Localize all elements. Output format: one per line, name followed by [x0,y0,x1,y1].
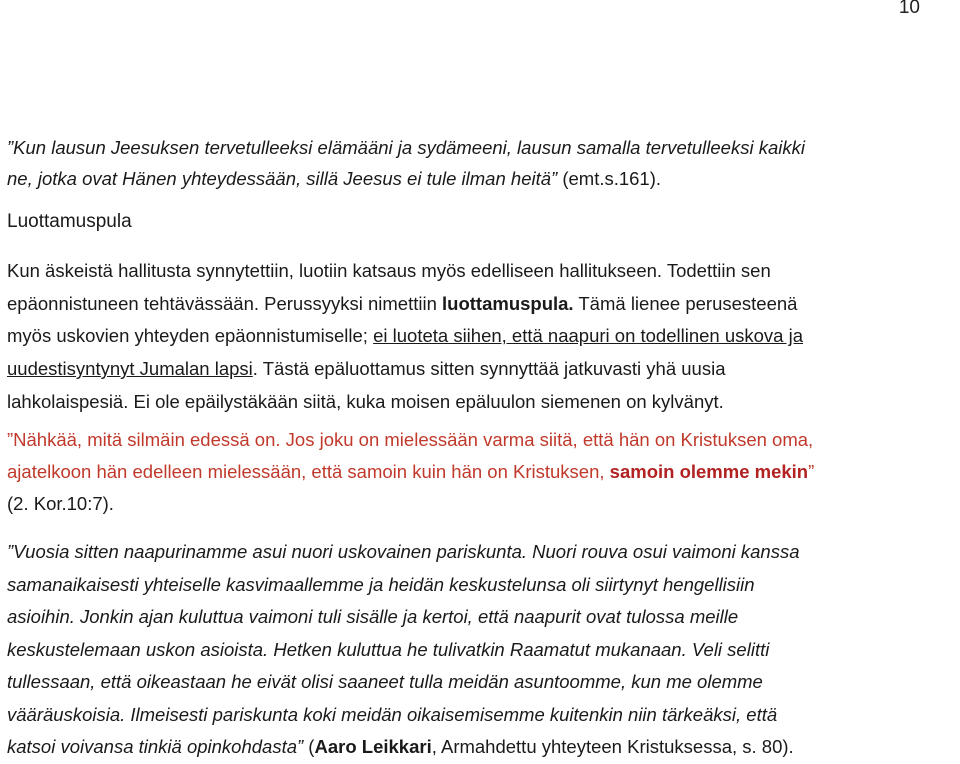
para2-line2-start: ajatelkoon hän edelleen mielessään, että samoin kuin hän on Kristuksen, [7,461,610,482]
section-heading: Luottamuspula [7,211,132,232]
quote2-line5: tullessaan, että oikeastaan he eivät olisi saaneet tulla meidän asuntoomme, kun me olemme [7,671,763,692]
scripture-paragraph [7,424,814,520]
quote2-line7-italic: katsoi voivansa tinkiä opinkohdasta” [7,736,304,757]
para2-line1-end: Jos joku on mielessään varma siitä, että hän on Kristuksen oma, [280,429,814,450]
para1-line2 [7,288,803,321]
para1-underlined-2: uudestisyntynyt Jumalan lapsi [7,358,253,380]
quote2-line1: ”Vuosia sitten naapurinamme asui nuori uskovainen pariskunta. Nuori rouva osui vaimoni kanssa [7,541,800,562]
para1-line5: lahkolaispesiä. Ei ole epäilystäkään siitä, kuka moisen epäluulon siemenen on kylvänyt. [7,390,724,412]
para1-line2-start: epäonnistuneen tehtävässään. Perussyyksi nimettiin [7,292,443,314]
para1-underlined-1: ei luoteta siihen, että naapuri on todellinen uskova ja [373,325,804,347]
quote1-line2-italic: ne, jotka ovat Hänen yhteydessään, sillä Jeesus ei tule ilman heitä” [7,168,558,189]
para1-line3-start: myös uskovien yhteyden epäonnistumiselle; [7,325,374,347]
body-paragraph [7,255,803,419]
para1-line3 [7,320,803,353]
quote2-line4: keskustelemaan uskon asioista. Hetken kuluttua he tulivatkin Raamatut mukanaan. Veli selitti [7,638,770,660]
para2-line2 [7,456,814,488]
quote2-line6: vääräuskoisia. Ilmeisesti pariskunta koki meidän oikaisemisemme kuitenkin niin tärkeäksi, että [7,703,778,725]
para2-reference: (2. Kor.10:7). [7,493,114,514]
quote1-line2 [7,163,805,194]
para2-line1 [7,424,814,456]
quote2-line7 [7,731,800,764]
opening-quote [7,132,805,194]
page-number: 10 [898,0,920,18]
para2-line2-end: ” [808,461,815,482]
para1-line1: Kun äskeistä hallitusta synnytettiin, luotiin katsaus myös edelliseen hallitukseen. Todettiin sen [7,260,771,281]
quote2-line3: asioihin. Jonkin ajan kuluttua vaimoni tuli sisälle ja kertoi, että naapurit ovat tulossa meille [7,606,739,627]
quote2-citation: , Armahdettu yhteyteen Kristuksessa, s. 80). [431,736,794,757]
quote2-author: Aaro Leikkari [314,736,432,757]
quote2-line7-open: ( [303,736,315,757]
para1-line4 [7,353,803,386]
para2-line1-start: ”Nähkää, mitä silmäin edessä on. [7,429,281,450]
quote2-line2: samanaikaisesti yhteiselle kasvimaallemme ja heidän keskustelunsa oli siirtynyt hengellisiin [7,573,755,595]
para1-bold-term: luottamuspula. [442,292,574,314]
quote1-line1: ”Kun lausun Jeesuksen tervetulleeksi elämääni ja sydämeeni, lausun samalla tervetulleeksi kaikki [7,137,805,158]
quote1-reference: (emt.s.161). [557,168,662,189]
closing-quote [7,536,800,764]
para1-line2-end: Tämä lienee perusesteenä [573,292,798,314]
para2-bold-phrase: samoin olemme mekin [609,461,809,482]
para1-line4-end: . Tästä epäluottamus sitten synnyttää jatkuvasti yhä uusia [252,358,726,380]
